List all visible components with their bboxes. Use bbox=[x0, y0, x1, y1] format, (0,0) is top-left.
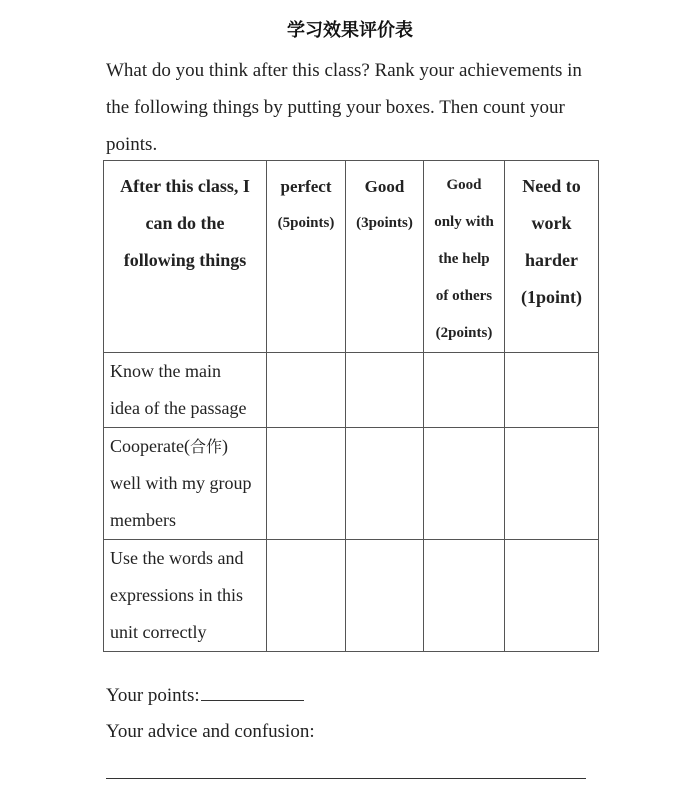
box-need-work[interactable] bbox=[505, 540, 599, 652]
page-title: 学习效果评价表 bbox=[287, 20, 413, 41]
table-header-row bbox=[104, 161, 599, 353]
evaluation-table bbox=[103, 160, 599, 652]
header-need-work: Need to work harder (1point) bbox=[505, 161, 599, 353]
table-row bbox=[104, 428, 599, 540]
advice-blank-line[interactable] bbox=[106, 778, 586, 779]
box-perfect[interactable] bbox=[267, 353, 346, 428]
box-good-with-help[interactable] bbox=[424, 353, 505, 428]
box-good-with-help[interactable] bbox=[424, 540, 505, 652]
header-perfect: perfect (5points) bbox=[267, 161, 346, 353]
header-good-with-help: Good only with the help of others (2points) bbox=[424, 161, 505, 353]
box-good[interactable] bbox=[346, 353, 424, 428]
row-label-main-idea: Know the main idea of the passage bbox=[104, 353, 267, 428]
box-good-with-help[interactable] bbox=[424, 428, 505, 540]
header-skills: After this class, I can do the following things bbox=[104, 161, 267, 353]
row-label-words-expressions: Use the words and expressions in this unit correctly bbox=[104, 540, 267, 652]
box-good[interactable] bbox=[346, 428, 424, 540]
points-label: Your points: bbox=[106, 685, 200, 706]
header-good: Good (3points) bbox=[346, 161, 424, 353]
box-need-work[interactable] bbox=[505, 353, 599, 428]
box-need-work[interactable] bbox=[505, 428, 599, 540]
points-blank[interactable] bbox=[201, 684, 304, 701]
table-row bbox=[104, 353, 599, 428]
table-row bbox=[104, 540, 599, 652]
points-line bbox=[106, 684, 304, 707]
instructions-text: What do you think after this class? Rank your achievements in the following things by putting your boxes. Then count your points. bbox=[106, 60, 582, 155]
box-good[interactable] bbox=[346, 540, 424, 652]
row-label-cooperate: Cooperate(合作) well with my group members bbox=[104, 428, 267, 540]
box-perfect[interactable] bbox=[267, 540, 346, 652]
box-perfect[interactable] bbox=[267, 428, 346, 540]
advice-label: Your advice and confusion: bbox=[106, 721, 315, 742]
